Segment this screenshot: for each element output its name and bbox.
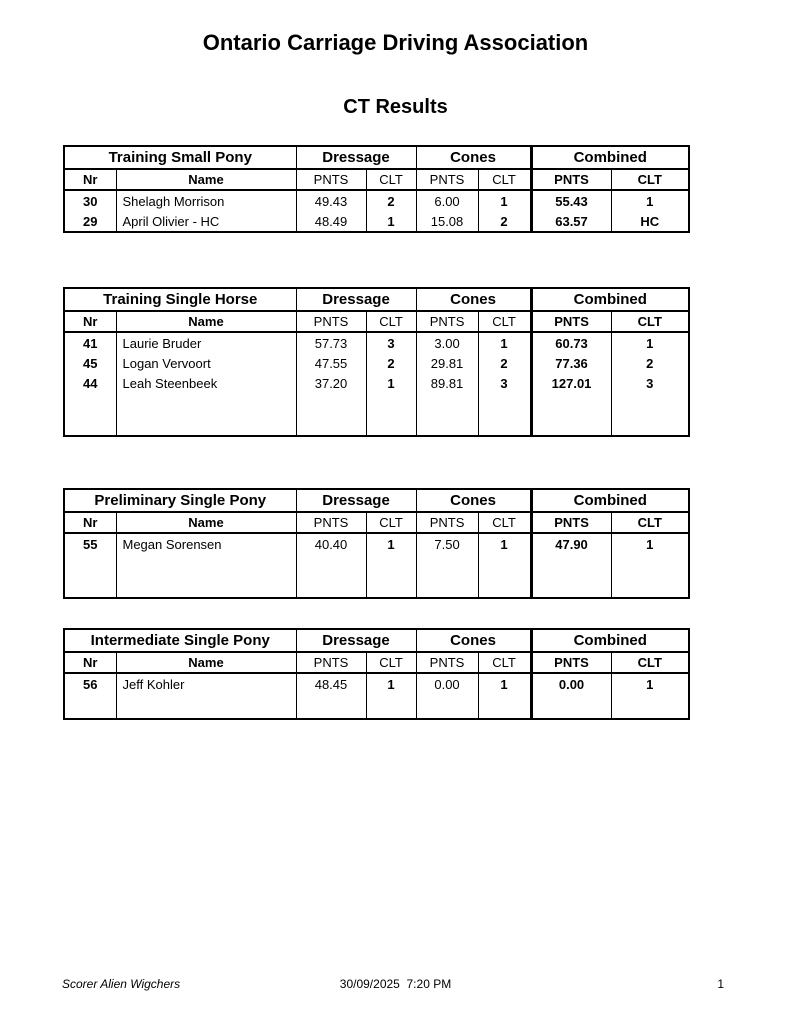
dressage-pnts-header: PNTS [296,169,366,190]
cones-pnts-header: PNTS [416,652,478,673]
empty-cell [64,554,116,598]
nr-header: Nr [64,169,116,190]
cones-pnts-header: PNTS [416,169,478,190]
empty-filler-row [64,554,689,598]
page-title: Ontario Carriage Driving Association [202,30,589,55]
cones-clt-header: CLT [478,311,531,332]
dressage-pnts-cell: 48.49 [296,211,366,232]
combined-clt-header: CLT [611,652,689,673]
name-header: Name [116,311,296,332]
cones-group-header: Cones [416,489,531,512]
table-row [64,332,689,353]
datetime-stamp: 30/09/2025 7:20 PM [339,977,452,991]
results-table-training-small-pony [63,145,690,233]
cones-clt-header: CLT [478,169,531,190]
table-row [64,673,689,694]
empty-cell [416,393,478,436]
page-subtitle: CT Results [343,96,448,118]
name-cell: April Olivier - HC [116,211,296,232]
combined-pnts-cell: 47.90 [531,533,611,554]
empty-cell [64,694,116,719]
empty-cell [116,393,296,436]
name-header: Name [116,652,296,673]
dressage-clt-cell: 1 [366,373,416,393]
combined-clt-header: CLT [611,311,689,332]
nr-header: Nr [64,512,116,533]
name-header: Name [116,169,296,190]
empty-cell [611,694,689,719]
empty-cell [116,694,296,719]
cones-pnts-cell: 29.81 [416,353,478,373]
cones-pnts-cell: 0.00 [416,673,478,694]
empty-cell [366,393,416,436]
combined-clt-cell: 1 [611,673,689,694]
column-header-row [64,169,689,190]
combined-clt-cell: 1 [611,533,689,554]
dressage-clt-cell: 3 [366,332,416,353]
name-cell: Shelagh Morrison [116,190,296,211]
combined-group-header: Combined [531,629,689,652]
combined-pnts-cell: 127.01 [531,373,611,393]
empty-cell [531,554,611,598]
name-cell: Leah Steenbeek [116,373,296,393]
cones-clt-cell: 3 [478,373,531,393]
table-row [64,211,689,232]
table-row [64,373,689,393]
empty-cell [116,554,296,598]
empty-cell [64,393,116,436]
cones-clt-header: CLT [478,512,531,533]
empty-cell [296,393,366,436]
combined-clt-cell: 1 [611,332,689,353]
combined-pnts-cell: 63.57 [531,211,611,232]
table-title-row [64,629,689,652]
empty-cell [478,554,531,598]
results-table-training-single-horse [63,287,690,437]
empty-cell [296,694,366,719]
empty-cell [531,694,611,719]
cones-group-header: Cones [416,146,531,169]
cones-pnts-cell: 89.81 [416,373,478,393]
nr-header: Nr [64,652,116,673]
combined-clt-cell: 1 [611,190,689,211]
dressage-pnts-header: PNTS [296,311,366,332]
dressage-pnts-header: PNTS [296,652,366,673]
combined-group-header: Combined [531,146,689,169]
column-header-row [64,311,689,332]
table-row [64,533,689,554]
cones-group-header: Cones [416,629,531,652]
combined-pnts-header: PNTS [531,311,611,332]
cones-pnts-header: PNTS [416,311,478,332]
dressage-group-header: Dressage [296,288,416,311]
table-row [64,353,689,373]
cones-pnts-cell: 15.08 [416,211,478,232]
dressage-clt-header: CLT [366,311,416,332]
dressage-clt-header: CLT [366,512,416,533]
dressage-clt-header: CLT [366,652,416,673]
combined-pnts-cell: 55.43 [531,190,611,211]
column-header-row [64,512,689,533]
empty-filler-row [64,694,689,719]
dressage-pnts-cell: 37.20 [296,373,366,393]
combined-clt-header: CLT [611,512,689,533]
cones-clt-cell: 2 [478,353,531,373]
cones-clt-cell: 1 [478,332,531,353]
results-table-preliminary-single-pony [63,488,690,599]
cones-pnts-cell: 3.00 [416,332,478,353]
empty-cell [366,554,416,598]
nr-header: Nr [64,311,116,332]
nr-cell: 56 [64,673,116,694]
combined-clt-cell: 2 [611,353,689,373]
column-header-row [64,652,689,673]
nr-cell: 45 [64,353,116,373]
combined-pnts-header: PNTS [531,169,611,190]
dressage-clt-cell: 2 [366,353,416,373]
name-cell: Megan Sorensen [116,533,296,554]
dressage-group-header: Dressage [296,489,416,512]
dressage-clt-cell: 1 [366,673,416,694]
empty-cell [611,554,689,598]
cones-clt-cell: 2 [478,211,531,232]
dressage-pnts-cell: 49.43 [296,190,366,211]
empty-cell [296,554,366,598]
cones-pnts-header: PNTS [416,512,478,533]
dressage-clt-header: CLT [366,169,416,190]
empty-cell [531,393,611,436]
empty-cell [611,393,689,436]
cones-clt-cell: 1 [478,533,531,554]
category-title: Training Small Pony [64,146,296,169]
name-cell: Logan Vervoort [116,353,296,373]
combined-group-header: Combined [531,489,689,512]
table-title-row [64,489,689,512]
table-title-row [64,146,689,169]
name-cell: Jeff Kohler [116,673,296,694]
cones-pnts-cell: 7.50 [416,533,478,554]
category-title: Preliminary Single Pony [64,489,296,512]
combined-pnts-header: PNTS [531,512,611,533]
nr-cell: 55 [64,533,116,554]
results-table-intermediate-single-pony [63,628,690,720]
nr-cell: 44 [64,373,116,393]
category-title: Intermediate Single Pony [64,629,296,652]
page-number: 1 [717,977,724,991]
dressage-group-header: Dressage [296,629,416,652]
combined-clt-cell: 3 [611,373,689,393]
table-title-row [64,288,689,311]
cones-clt-cell: 1 [478,673,531,694]
dressage-pnts-header: PNTS [296,512,366,533]
name-header: Name [116,512,296,533]
nr-cell: 41 [64,332,116,353]
combined-pnts-cell: 0.00 [531,673,611,694]
combined-clt-header: CLT [611,169,689,190]
combined-group-header: Combined [531,288,689,311]
dressage-clt-cell: 2 [366,190,416,211]
empty-filler-row [64,393,689,436]
empty-cell [416,554,478,598]
combined-pnts-header: PNTS [531,652,611,673]
empty-cell [478,393,531,436]
cones-clt-cell: 1 [478,190,531,211]
cones-group-header: Cones [416,288,531,311]
nr-cell: 30 [64,190,116,211]
scorer-credit: Scorer Alien Wigchers [62,977,181,991]
cones-clt-header: CLT [478,652,531,673]
dressage-clt-cell: 1 [366,533,416,554]
category-title: Training Single Horse [64,288,296,311]
dressage-clt-cell: 1 [366,211,416,232]
name-cell: Laurie Bruder [116,332,296,353]
dressage-pnts-cell: 48.45 [296,673,366,694]
table-row [64,190,689,211]
dressage-group-header: Dressage [296,146,416,169]
empty-cell [416,694,478,719]
cones-pnts-cell: 6.00 [416,190,478,211]
combined-pnts-cell: 77.36 [531,353,611,373]
combined-clt-cell: HC [611,211,689,232]
dressage-pnts-cell: 47.55 [296,353,366,373]
dressage-pnts-cell: 57.73 [296,332,366,353]
dressage-pnts-cell: 40.40 [296,533,366,554]
empty-cell [478,694,531,719]
combined-pnts-cell: 60.73 [531,332,611,353]
empty-cell [366,694,416,719]
nr-cell: 29 [64,211,116,232]
